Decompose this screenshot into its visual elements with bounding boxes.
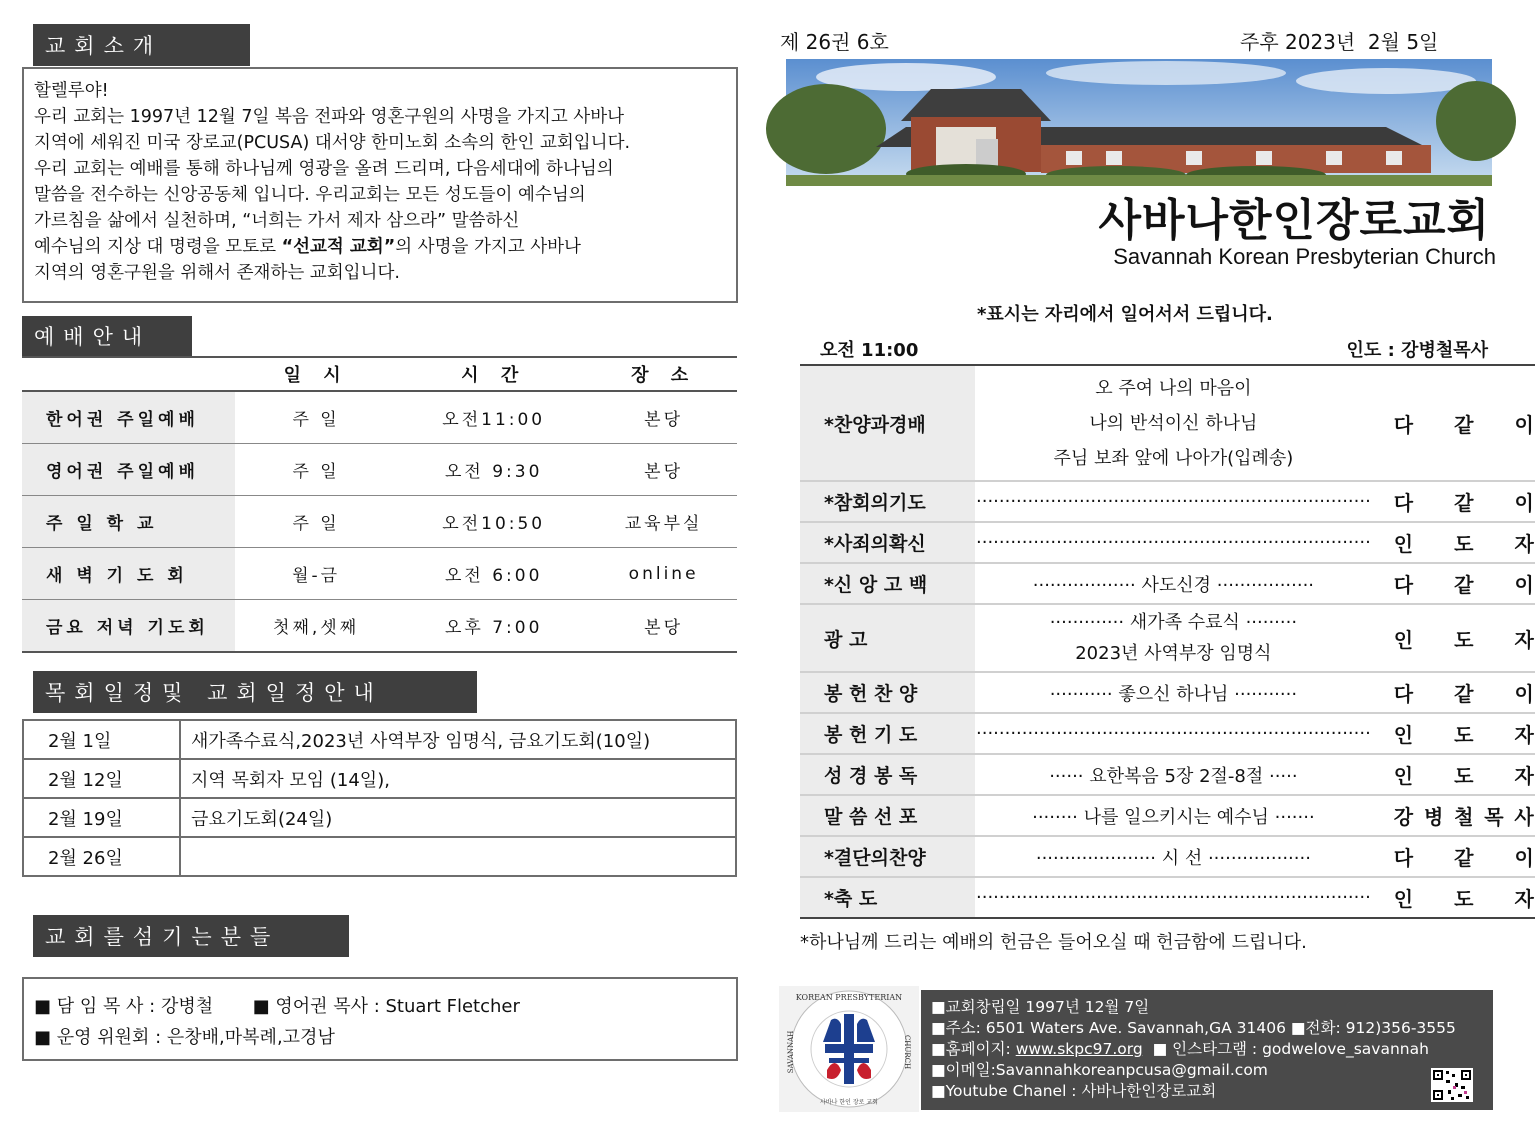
schedule-date: 2월 12일 (23, 759, 180, 798)
service-place: 교육부실 (590, 496, 737, 548)
order-leader-letter: 도 (1454, 532, 1474, 556)
qr-code-icon (1431, 1068, 1473, 1102)
order-leader-letter: 인 (1393, 532, 1414, 556)
english-pastor: ■ 영어권 목사 : Stuart Fletcher (252, 996, 520, 1017)
instagram: ■ 인스타그램 : godwelove_savannah (1142, 1040, 1429, 1058)
order-leader-letter: 같 (1454, 412, 1474, 437)
order-leader-letter: 철 (1454, 805, 1474, 829)
order-leader-letters (1394, 569, 1534, 598)
church-info-box (921, 990, 1493, 1110)
order-leader-letter: 강 (1393, 805, 1414, 829)
homepage-line (931, 1039, 1483, 1060)
order-element (800, 365, 975, 481)
service-name: 주 일 학 교 (22, 496, 235, 548)
order-content-line: 나의 반석이신 하나님 (1089, 412, 1258, 434)
intro-line7-post: 의 사명을 가지고 사바나 (395, 237, 581, 257)
church-name-korean: 사바나한인장로교회 (1098, 195, 1490, 246)
table-row (23, 798, 736, 837)
order-row (800, 795, 1535, 836)
staff-header (33, 915, 349, 957)
order-leader-letter: 도 (1454, 887, 1474, 911)
order-leader-letter: 다 (1393, 491, 1414, 515)
column-header: 일 시 (235, 357, 397, 391)
senior-pastor: ■ 담 임 목 사 : 강병철 (34, 996, 214, 1017)
order-content: ····································································· (975, 481, 1372, 522)
schedule-date: 2월 26일 (23, 837, 180, 876)
church-photo (786, 59, 1492, 186)
order-leader (1372, 795, 1535, 836)
intro-header-label: 교회소개 (45, 34, 163, 58)
logo-text-left: SAVANNAH (787, 1030, 795, 1074)
service-place: online (590, 548, 737, 600)
staff-line (34, 991, 726, 1022)
order-leader-letter: 다 (1393, 682, 1414, 706)
order-leader-letter: 도 (1454, 764, 1474, 788)
service-name: 금요 저녁 기도회 (22, 600, 235, 653)
schedule-table (22, 719, 737, 877)
order-leader-letter: 인 (1393, 764, 1414, 788)
order-content: ·················· 사도신경 ················· (975, 563, 1372, 604)
table-row (22, 600, 737, 653)
order-leader-letter: 다 (1393, 412, 1414, 437)
order-element: *신 앙 고 백 (800, 563, 975, 604)
founded-date: ■교회창립일 1997년 12월 7일 (931, 998, 1150, 1016)
order-element: 광 고 (800, 604, 975, 672)
intro-line7-pre: 예수님의 지상 대 명령을 모토로 (34, 237, 282, 257)
order-leader-letters (1394, 409, 1534, 438)
order-element-label: *찬양과경배 (824, 413, 926, 436)
table-row (22, 496, 737, 548)
schedule-desc: 금요기도회(24일) (180, 798, 736, 837)
service-name: 영어권 주일예배 (22, 444, 235, 496)
order-row (800, 877, 1535, 918)
column-header (22, 357, 235, 391)
service-time: 오후 7:00 (397, 600, 590, 653)
order-row (800, 604, 1535, 672)
order-leader-letter: 이 (1514, 573, 1534, 597)
order-row (800, 836, 1535, 877)
order-leader-letter: 같 (1454, 491, 1474, 515)
intro-line7-bold: “선교적 교회” (281, 237, 396, 257)
worship-header-label: 예배안내 (34, 325, 152, 349)
intro-line: 지역의 영혼구원을 위해서 존재하는 교회입니다. (34, 263, 400, 283)
order-leader-letters (1394, 801, 1534, 830)
staff-text (24, 979, 736, 1065)
column-header: 시 간 (397, 357, 590, 391)
logo-text-top: KOREAN PRESBYTERIAN (795, 993, 903, 1002)
order-of-worship (800, 364, 1535, 919)
order-leader-letters (1394, 842, 1534, 871)
intro-line: 말씀을 전수하는 신앙공동체 입니다. 우리교회는 모든 성도들이 예수님의 (34, 185, 586, 205)
order-content (975, 365, 1372, 481)
order-leader-letter: 다 (1393, 573, 1414, 597)
service-day: 주 일 (235, 444, 397, 496)
order-leader-letters (1394, 678, 1534, 707)
order-leader (1372, 713, 1535, 754)
order-leader (1372, 522, 1535, 563)
church-name-english: Savannah Korean Presbyterian Church (1113, 244, 1496, 269)
order-leader-letter: 병 (1423, 805, 1444, 829)
staff-header-label: 교회를섬기는분들 (45, 925, 280, 949)
order-leader-letter: 이 (1514, 682, 1534, 706)
order-leader-letters (1394, 624, 1534, 653)
intro-header (33, 24, 250, 66)
homepage-link[interactable]: www.skpc97.org (1015, 1040, 1143, 1058)
logo-text-right: CHURCH (903, 1034, 911, 1070)
order-leader-letter: 자 (1514, 532, 1534, 556)
order-element: *축 도 (800, 877, 975, 918)
schedule-header-label: 목회일정및 교회일정안내 (45, 681, 383, 705)
order-leader-letter: 같 (1454, 573, 1474, 597)
service-leader: 인도 : 강병철목사 (1346, 340, 1488, 361)
column-header: 장 소 (590, 357, 737, 391)
order-leader-letter: 이 (1514, 491, 1534, 515)
table-row (22, 548, 737, 600)
order-row (800, 713, 1535, 754)
intro-line: 할렐루야! (34, 81, 109, 101)
order-element: 봉 헌 기 도 (800, 713, 975, 754)
order-row (800, 481, 1535, 522)
order-leader (1372, 365, 1535, 481)
intro-line (34, 234, 726, 260)
order-leader-letter: 자 (1514, 764, 1534, 788)
offering-note: *하나님께 드리는 예배의 헌금은 들어오실 때 헌금함에 드립니다. (800, 932, 1307, 953)
service-time: 오전 6:00 (397, 548, 590, 600)
order-leader-letter: 사 (1514, 805, 1534, 829)
order-content: ····································································· (975, 522, 1372, 563)
table-row (23, 837, 736, 876)
service-time: 오전11:00 (397, 391, 590, 444)
order-leader-letter: 인 (1393, 627, 1414, 652)
standing-note: *표시는 자리에서 일어서서 드립니다. (977, 304, 1273, 325)
schedule-date: 2월 1일 (23, 720, 180, 759)
order-leader-letter: 목 (1484, 805, 1504, 829)
table-row (23, 759, 736, 798)
service-day: 첫째,셋째 (235, 600, 397, 653)
schedule-header (33, 671, 477, 713)
order-row (800, 754, 1535, 795)
committee: ■ 운영 위원회 : 은창배,마복례,고경남 (34, 1027, 335, 1048)
order-element: 성 경 봉 독 (800, 754, 975, 795)
service-day: 주 일 (235, 496, 397, 548)
order-leader-letter: 도 (1454, 723, 1474, 747)
order-content-line: 주님 보좌 앞에 나아가(입례송) (1053, 447, 1294, 469)
order-leader-letters (1394, 760, 1534, 789)
order-leader-letters (1394, 883, 1534, 912)
order-content: ······ 요한복음 5장 2절-8절 ····· (975, 754, 1372, 795)
logo-text-bottom: 사바나 한인 장로 교회 (820, 1099, 878, 1106)
order-leader-letter: 다 (1393, 846, 1414, 870)
order-content: ····················· 시 선 ·················· (975, 836, 1372, 877)
order-row (800, 672, 1535, 713)
order-content-line: 2023년 사역부장 임명식 (1075, 643, 1272, 664)
order-leader-letter: 이 (1514, 846, 1534, 870)
worship-header (22, 316, 192, 356)
order-leader-letter: 같 (1454, 682, 1474, 706)
schedule-date: 2월 19일 (23, 798, 180, 837)
service-day: 주 일 (235, 391, 397, 444)
order-leader-letter: 자 (1514, 627, 1534, 652)
order-element: 말 씀 선 포 (800, 795, 975, 836)
intro-text (24, 69, 736, 295)
order-leader-letter: 자 (1514, 887, 1534, 911)
table-row (22, 444, 737, 496)
intro-line: 가르침을 삶에서 실천하며, “너희는 가서 제자 삼으라” 말씀하신 (34, 211, 520, 231)
order-content: ········ 나를 일으키시는 예수님 ······· (975, 795, 1372, 836)
service-place: 본당 (590, 600, 737, 653)
intro-line: 우리 교회는 1997년 12월 7일 복음 전파와 영혼구원의 사명을 가지고 사바나 (34, 107, 624, 127)
order-element: 봉 헌 찬 양 (800, 672, 975, 713)
intro-line: 우리 교회는 예배를 통해 하나님께 영광을 올려 드리며, 다음세대에 하나님의 (34, 159, 614, 179)
order-leader (1372, 672, 1535, 713)
order-element: *결단의찬양 (800, 836, 975, 877)
service-time: 오전 9:30 (397, 444, 590, 496)
order-leader-letter: 이 (1514, 412, 1534, 437)
order-leader (1372, 754, 1535, 795)
order-leader-letter: 자 (1514, 723, 1534, 747)
church-logo-icon (779, 986, 919, 1112)
homepage-label: ■홈페이지: (931, 1040, 1016, 1058)
schedule-desc: 지역 목회자 모임 (14일), (180, 759, 736, 798)
bulletin-date: 주후 2023년 2월 5일 (1240, 30, 1439, 54)
order-row (800, 563, 1535, 604)
order-leader-letters (1394, 528, 1534, 557)
schedule-desc: 새가족수료식,2023년 사역부장 임명식, 금요기도회(10일) (180, 720, 736, 759)
order-element: *사죄의확신 (800, 522, 975, 563)
service-place: 본당 (590, 444, 737, 496)
order-leader-letters (1394, 719, 1534, 748)
service-time: 오전10:50 (397, 496, 590, 548)
service-place: 본당 (590, 391, 737, 444)
order-leader (1372, 604, 1535, 672)
service-time: 오전 11:00 (820, 340, 919, 361)
service-name: 한어권 주일예배 (22, 391, 235, 444)
order-content: ··········· 좋으신 하나님 ··········· (975, 672, 1372, 713)
order-leader (1372, 877, 1535, 918)
order-leader-letter: 인 (1393, 723, 1414, 747)
order-row (800, 365, 1535, 481)
order-leader-letter: 같 (1454, 846, 1474, 870)
order-leader-letter: 인 (1393, 887, 1414, 911)
schedule-desc (180, 837, 736, 876)
order-leader-letters (1394, 487, 1534, 516)
youtube: ■Youtube Chanel : 사바나한인장로교회 (931, 1082, 1217, 1100)
staff-box (22, 977, 738, 1061)
intro-line: 지역에 세워진 미국 장로교(PCUSA) 대서양 한미노회 소속의 한인 교회입니다. (34, 133, 631, 153)
order-content-line: 오 주여 나의 마음이 (1095, 377, 1252, 399)
address: ■주소: 6501 Waters Ave. Savannah,GA 31406 ■전화: 912)356-3555 (931, 1019, 1456, 1037)
order-leader-letter: 도 (1454, 627, 1474, 652)
order-content-line: ············· 새가족 수료식 ········· (1049, 612, 1298, 633)
email: ■이메일:Savannahkoreanpcusa@gmail.com (931, 1061, 1268, 1079)
order-content: ····································································· (975, 877, 1372, 918)
order-element: *참회의기도 (800, 481, 975, 522)
table-row (23, 720, 736, 759)
volume-number: 제 26권 6호 (780, 30, 889, 54)
worship-table-header (22, 357, 737, 391)
service-name: 새 벽 기 도 회 (22, 548, 235, 600)
order-leader (1372, 563, 1535, 604)
order-content (975, 604, 1372, 672)
order-leader (1372, 481, 1535, 522)
service-day: 월-금 (235, 548, 397, 600)
worship-table (22, 356, 737, 653)
order-row (800, 522, 1535, 563)
intro-box (22, 67, 738, 303)
order-leader (1372, 836, 1535, 877)
table-row (22, 391, 737, 444)
order-content: ····································································· (975, 713, 1372, 754)
